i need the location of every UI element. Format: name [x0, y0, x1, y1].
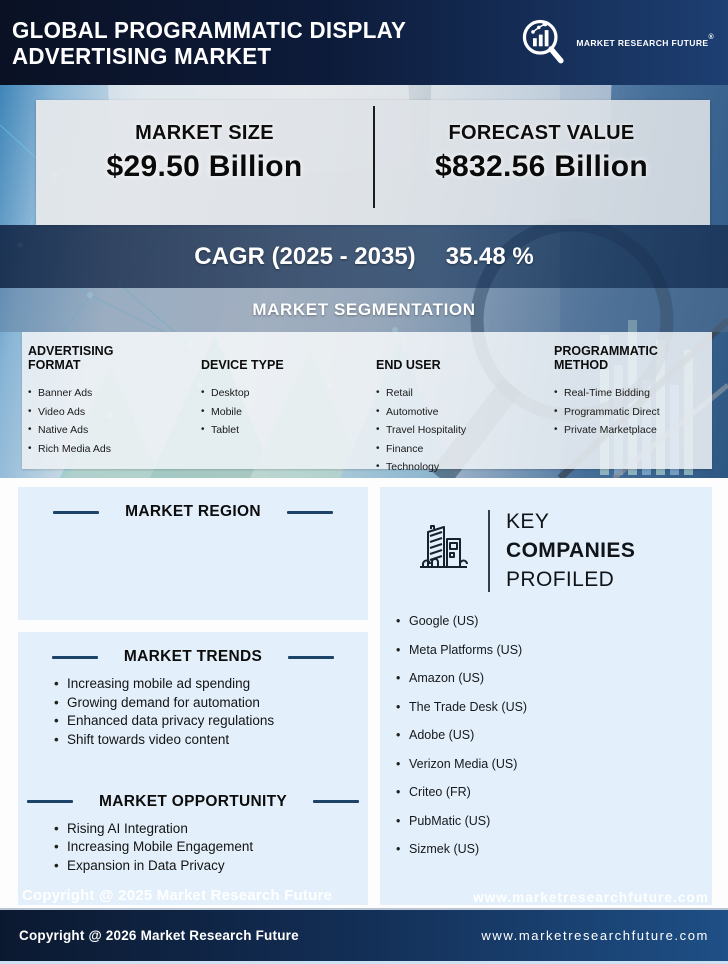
stats-panel: [36, 100, 710, 225]
segmentation-item: • Real-Time Bidding: [554, 387, 706, 399]
key-companies-title-line1: KEY: [506, 510, 550, 533]
heading-rule-right: [313, 800, 359, 803]
segmentation-list: [376, 387, 548, 473]
cagr-band: [0, 225, 728, 288]
magnifier-chart-logo-icon: [515, 13, 569, 72]
page-title-line1: GLOBAL PROGRAMMATIC DISPLAY: [12, 16, 407, 43]
segmentation-column-advertising-format: [28, 342, 201, 480]
segmentation-item: • Video Ads: [28, 406, 195, 418]
market-trends-title: MARKET TRENDS: [123, 648, 263, 665]
market-region-heading: [18, 487, 368, 521]
segmentation-item: • Private Marketplace: [554, 424, 706, 436]
market-trends-panel: [18, 632, 368, 905]
market-size-value: $29.50 Billion: [106, 150, 303, 183]
segmentation-panel: [22, 332, 712, 473]
segmentation-item: • Tablet: [201, 424, 370, 436]
watermark-website: www.marketresearchfuture.com: [473, 890, 709, 905]
brand-logo: [515, 13, 714, 72]
segmentation-item: • Desktop: [201, 387, 370, 399]
lower-section: [0, 478, 728, 908]
market-trend-item: • Enhanced data privacy regulations: [54, 713, 358, 728]
segmentation-item: • Retail: [376, 387, 548, 399]
brand-name: MARKET RESEARCH FUTURE®: [576, 33, 714, 48]
market-region-title: MARKET REGION: [125, 503, 261, 520]
hero-section: [0, 85, 728, 478]
segmentation-item: • Automotive: [376, 406, 548, 418]
company-item: • The Trade Desk (US): [396, 700, 702, 714]
segmentation-item: • Technology: [376, 461, 548, 473]
segmentation-item: • Banner Ads: [28, 387, 195, 399]
company-item: • Sizmek (US): [396, 842, 702, 856]
page-title-line2: ADVERTISING MARKET: [12, 42, 272, 69]
segmentation-item: • Travel Hospitality: [376, 424, 548, 436]
key-companies-title-line2: COMPANIES: [506, 539, 636, 562]
market-size-label: MARKET SIZE: [135, 122, 274, 144]
stats-divider: [373, 106, 375, 208]
market-trend-item: • Growing demand for automation: [54, 695, 358, 710]
company-item: • Meta Platforms (US): [396, 643, 702, 657]
segmentation-item: • Programmatic Direct: [554, 406, 706, 418]
key-companies-header: [380, 487, 712, 606]
key-companies-title: [506, 507, 635, 594]
building-icon: [414, 519, 472, 582]
market-opportunity-block: [18, 793, 368, 873]
company-item: • Adobe (US): [396, 728, 702, 742]
company-item: • Google (US): [396, 614, 702, 628]
key-companies-title-line3: PROFILED: [506, 568, 615, 591]
heading-rule-left: [52, 656, 98, 659]
segmentation-item: • Mobile: [201, 406, 370, 418]
header: [0, 0, 728, 85]
heading-rule-left: [53, 511, 99, 514]
segmentation-title: MARKET SEGMENTATION: [252, 300, 476, 319]
segmentation-column-device-type: [201, 342, 376, 480]
watermark-copyright: Copyright @ 2025 Market Research Future: [22, 887, 333, 904]
segmentation-column-programmatic-method: [554, 342, 712, 480]
segmentation-list: [201, 387, 370, 436]
company-item: • Verizon Media (US): [396, 757, 702, 771]
company-item: • PubMatic (US): [396, 814, 702, 828]
footer-website-link: www.marketresearchfuture.com: [481, 928, 709, 943]
vertical-divider: [488, 510, 490, 592]
forecast-value-value: $832.56 Billion: [435, 150, 648, 183]
segmentation-heading: ADVERTISING FORMAT: [28, 344, 114, 372]
market-opportunity-list: [18, 811, 368, 873]
market-opportunity-item: • Rising AI Integration: [54, 821, 358, 836]
footer: [0, 908, 728, 961]
market-trends-list: [18, 666, 368, 747]
market-opportunity-item: • Expansion in Data Privacy: [54, 858, 358, 873]
segmentation-item: • Rich Media Ads: [28, 443, 195, 455]
page-title: [12, 17, 406, 69]
segmentation-list: [28, 387, 195, 455]
market-trend-item: • Shift towards video content: [54, 732, 358, 747]
forecast-value-block: [373, 100, 710, 225]
market-region-panel: [18, 487, 368, 620]
segmentation-heading: DEVICE TYPE: [201, 358, 284, 372]
segmentation-heading: END USER: [376, 358, 441, 372]
footer-copyright: Copyright @ 2026 Market Research Future: [19, 928, 299, 943]
market-opportunity-heading: [18, 793, 368, 811]
market-trend-item: • Increasing mobile ad spending: [54, 676, 358, 691]
heading-rule-right: [287, 511, 333, 514]
heading-rule-left: [27, 800, 73, 803]
segmentation-item: • Finance: [376, 443, 548, 455]
market-opportunity-title: MARKET OPPORTUNITY: [99, 792, 287, 810]
segmentation-item: • Native Ads: [28, 424, 195, 436]
heading-rule-right: [288, 656, 334, 659]
segmentation-heading: PROGRAMMATIC METHOD: [554, 344, 658, 372]
market-opportunity-item: • Increasing Mobile Engagement: [54, 839, 358, 854]
segmentation-list: [554, 387, 706, 436]
segmentation-title-strip: [0, 288, 728, 332]
key-companies-list: [380, 606, 712, 856]
company-item: • Amazon (US): [396, 671, 702, 685]
segmentation-column-end-user: [376, 342, 554, 480]
forecast-value-label: FORECAST VALUE: [448, 122, 635, 144]
key-companies-panel: [380, 487, 712, 905]
cagr-label: CAGR (2025 - 2035): [194, 242, 416, 270]
registered-mark: ®: [708, 33, 714, 41]
market-trends-heading: [18, 632, 368, 666]
company-item: • Criteo (FR): [396, 785, 702, 799]
market-size-block: [36, 100, 373, 225]
cagr-value: 35.48 %: [445, 242, 534, 270]
